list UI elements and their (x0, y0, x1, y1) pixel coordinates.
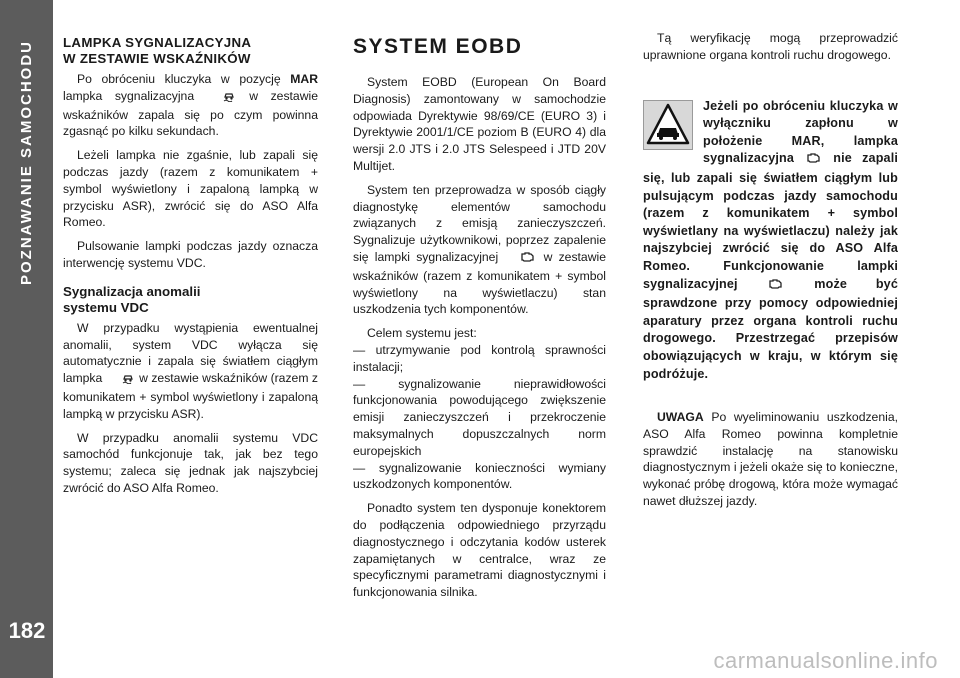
vdc-skid-car-icon (108, 372, 134, 389)
paragraph: W przypadku wystąpienia ewentualnej anomalii, system VDC wyłącza się automatycznie i zapala się światłem ciągłym lampka w zestawie wskaźników (razem z komunikatem + symbol wyświetlony i zapaloną lampką w przycisku ASR). (63, 320, 318, 421)
warning-triangle-car-icon (643, 100, 693, 150)
column-2 (353, 30, 606, 608)
paragraph: Pulsowanie lampki podczas jazdy oznacza interwencję systemu VDC. (63, 239, 318, 270)
page-number: 182 (8, 618, 46, 643)
list-item: — sygnalizowanie konieczności wymiany uszkodzonych komponentów. (353, 460, 606, 492)
paragraph: System ten przeprowadza w sposób ciągły diagnostykę elementów samochodu związanych z emisją zanieczyszczeń. Sygnalizuje użytkownikowi, poprzez zapalenie się lampki sygnalizacyjnej w zestawie wskaźników (razem z komunikatem + symbol wyświetlony na wyświetlaczu) stan uszkodzenia tych komponentów. (353, 182, 606, 317)
column-1 (63, 30, 318, 504)
watermark: carmanualsonline.info (713, 648, 938, 673)
list-item: — utrzymywanie pod kontrolą sprawności instalacji; (353, 342, 606, 374)
section-title: POZNAWANIE SAMOCHODU (18, 40, 35, 286)
engine-check-icon (768, 278, 783, 296)
side-tab (0, 0, 53, 678)
list-item: — sygnalizowanie nieprawidłowości funkcjonowania powodującego zwiększenie emisji zanieczyszczeń i przekroczenie maksymalnych dopuszczalnych norm europejskich (353, 376, 606, 458)
heading-warning-lamp: LAMPKA SYGNALIZACYJNA W ZESTAWIE WSKAŹNIKÓW (63, 35, 252, 66)
paragraph: Ponadto system ten dysponuje konektorem do podłączenia odpowiedniego przyrządu diagnostycznego i odczytania kodów usterek zapamiętanych w centralce, wraz ze specyficznymi parametrami diagnostycznymi i funkcjonowania silnika. (353, 501, 606, 600)
warning-box (643, 98, 898, 384)
paragraph: Po obróceniu kluczyka w pozycję MAR lampka sygnalizacyjna w zestawie wskaźników zapala się po czym powinna zgasnąć po kilku sekundach. (63, 72, 318, 139)
paragraph: W przypadku anomalii systemu VDC samochód funkcjonuje tak, jak bez tego systemu; zaleca się jednak jak najszybciej zwrócić do ASO Alfa Romeo. (63, 430, 318, 495)
engine-check-icon (806, 152, 821, 170)
paragraph: Leżeli lampka nie zgaśnie, lub zapali się podczas jazdy (razem z komunikatem + symbol wyświetlony i zapaloną lampką w przycisku ASR), zwrócić się do ASO Alfa Romeo. (63, 148, 318, 230)
vdc-skid-car-icon (209, 90, 235, 107)
warning-text: Jeżeli po obróceniu kluczyka w wyłączniku zapłonu w położenie MAR, lampka sygnalizacyjna nie zapali się, lub zapali się światłem ciągłym lub pulsującym podczas jazdy samochodu (razem z komunikatem + symbol wyświetlany na wyświetlaczu) należy jak najszybciej zwrócić się do ASO Alfa Romeo. Funkcjonowanie lampki sygnalizacyjnej może być sprawdzone przy pomocy odpowiedniej aparatury przez organa kontroli ruchu drogowego. Przestrzegać przepisów obowiązujących w kraju, w którym się podróżuje. (643, 98, 898, 381)
paragraph: Celem systemu jest: (367, 326, 477, 341)
paragraph: Tą weryfikację mogą przeprowadzić uprawnione organa kontroli ruchu drogowego. (643, 31, 898, 62)
engine-check-icon (506, 251, 535, 268)
paragraph: System EOBD (European On Board Diagnosis) zamontowany w samochodzie odpowiada Dyrektywie 98/69/CE (EURO 3) i Dyrektywie 2001/1/CE poziom B (EURO 4) dla wersji 2.0 JTS i 2.0 JTS Selespeed i JTD 20V Multijet. (353, 75, 606, 173)
heading-vdc-anomaly: Sygnalizacja anomalii systemu VDC (63, 283, 201, 315)
uwaga-note: UWAGA Po wyeliminowaniu uszkodzenia, ASO Alfa Romeo powinna kompletnie sprawdzić instalację na stanowisku diagnostycznym i jeżeli okaże się to konieczne, wykonać próbę drogową, która może wymagać nawet dłuższej jazdy. (643, 410, 898, 509)
page-title: SYSTEM EOBD (353, 35, 523, 58)
column-3 (643, 30, 898, 517)
